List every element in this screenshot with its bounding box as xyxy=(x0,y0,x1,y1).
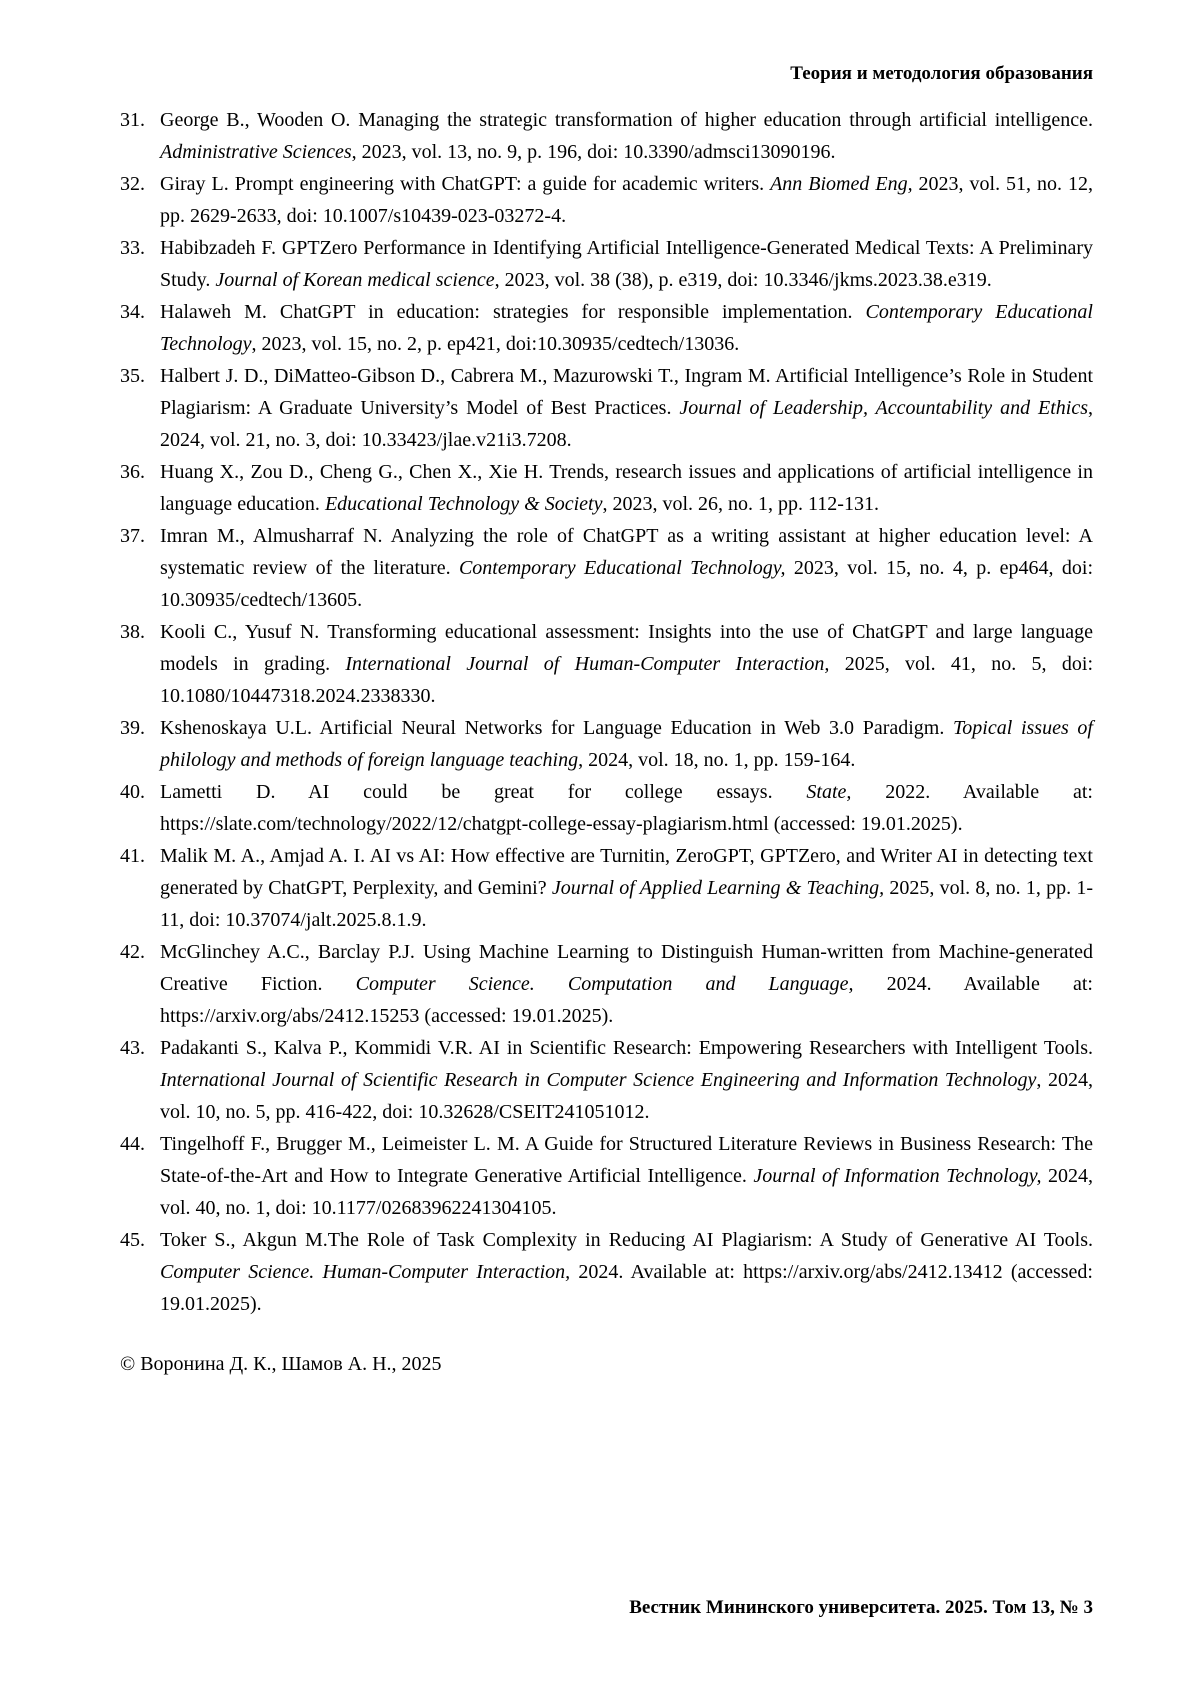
reference-item xyxy=(120,712,1093,776)
reference-text-segment: Malik M. A., Amjad A. I. AI vs AI: How effective are Turnitin, ZeroGPT, GPTZero, and Writer AI in detecting text generated by ChatGPT, Perplexity, and Gemini? xyxy=(160,845,1093,899)
reference-number: 35. xyxy=(120,365,145,387)
reference-text xyxy=(160,1229,1093,1315)
reference-number: 44. xyxy=(120,1133,145,1155)
reference-number: 33. xyxy=(120,237,145,259)
reference-text-segment: Toker S., Akgun M.The Role of Task Complexity in Reducing AI Plagiarism: A Study of Generative AI Tools. xyxy=(160,1229,1093,1251)
reference-item xyxy=(120,456,1093,520)
reference-text-segment: 2023, vol. 51, no. 12, pp. 2629-2633, doi: 10.1007/s10439-023-03272-4. xyxy=(160,173,1093,227)
reference-item xyxy=(120,936,1093,1032)
reference-source-title: Computer Science. Computation and Language, xyxy=(355,973,854,995)
reference-text xyxy=(160,237,1093,291)
reference-text-segment: 2022. Available at: https://slate.com/technology/2022/12/chatgpt-college-essay-plagiarism.html (accessed: 19.01.2025). xyxy=(160,781,1093,835)
reference-item xyxy=(120,840,1093,936)
reference-text-segment: 2024. Available at: https://arxiv.org/abs/2412.15253 (accessed: 19.01.2025). xyxy=(160,973,1093,1027)
reference-text-segment: , 2023, vol. 13, no. 9, p. 196, doi: 10.3390/admsci13090196. xyxy=(351,141,836,163)
reference-source-title: Journal of Applied Learning & Teaching, xyxy=(551,877,885,899)
reference-text-segment: 2025, vol. 8, no. 1, pp. 1-11, doi: 10.37074/jalt.2025.8.1.9. xyxy=(160,877,1093,931)
reference-number: 39. xyxy=(120,717,145,739)
reference-source-title: International Journal of Scientific Research in Computer Science Engineering and Information Technology xyxy=(160,1069,1037,1091)
reference-source-title: Journal of Information Technology, xyxy=(753,1165,1042,1187)
reference-item xyxy=(120,1128,1093,1224)
reference-text-segment: 2024. Available at: https://arxiv.org/abs/2412.13412 (accessed: 19.01.2025). xyxy=(160,1261,1093,1315)
reference-item xyxy=(120,520,1093,616)
reference-text-segment: , 2024, vol. 10, no. 5, pp. 416-422, doi: 10.32628/CSEIT241051012. xyxy=(160,1069,1093,1123)
reference-number: 36. xyxy=(120,461,145,483)
reference-text-segment: 2024, vol. 40, no. 1, doi: 10.1177/02683962241304105. xyxy=(160,1165,1094,1219)
copyright-line: © Воронина Д. К., Шамов А. Н., 2025 xyxy=(120,1353,442,1375)
reference-source-title: Journal of Leadership, Accountability and Ethics xyxy=(679,397,1088,419)
reference-source-title: State, xyxy=(806,781,852,803)
reference-source-title: Educational Technology & Society xyxy=(324,493,603,515)
reference-item xyxy=(120,296,1093,360)
reference-item xyxy=(120,232,1093,296)
reference-text xyxy=(160,525,1093,611)
reference-text xyxy=(160,365,1093,451)
reference-text-segment: Halbert J. D., DiMatteo-Gibson D., Cabrera M., Mazurowski T., Ingram M. Artificial Intelligence’s Role in Student Plagiarism: A Graduate University’s Model of Best Practices. xyxy=(160,365,1093,419)
reference-item xyxy=(120,616,1093,712)
reference-text-segment: , 2023, vol. 15, no. 2, p. ep421, doi:10.30935/cedtech/13036. xyxy=(251,333,740,355)
reference-item xyxy=(120,104,1093,168)
reference-text-segment: , 2024, vol. 18, no. 1, pp. 159-164. xyxy=(578,749,856,771)
reference-number: 40. xyxy=(120,781,145,803)
reference-text-segment: George B., Wooden O. Managing the strategic transformation of higher education through artificial intelligence. xyxy=(160,109,1093,131)
reference-number: 38. xyxy=(120,621,145,643)
reference-text-segment: Habibzadeh F. GPTZero Performance in Identifying Artificial Intelligence-Generated Medical Texts: A Preliminary Study. xyxy=(160,237,1093,291)
reference-text-segment: , 2023, vol. 38 (38), p. e319, doi: 10.3346/jkms.2023.38.e319. xyxy=(494,269,992,291)
reference-item xyxy=(120,168,1093,232)
reference-text-segment: 2025, vol. 41, no. 5, doi: 10.1080/10447318.2024.2338330. xyxy=(160,653,1093,707)
journal-footer: Вестник Мининского университета. 2025. Том 13, № 3 xyxy=(629,1597,1093,1618)
reference-source-title: Topical issues of philology and methods of foreign language teaching xyxy=(160,717,1093,771)
reference-text-segment: 2023, vol. 15, no. 4, p. ep464, doi: 10.30935/cedtech/13605. xyxy=(160,557,1094,611)
reference-text-segment: , 2024, vol. 21, no. 3, doi: 10.33423/jlae.v21i3.7208. xyxy=(160,397,1093,451)
reference-text xyxy=(160,173,1093,227)
reference-source-title: Administrative Sciences xyxy=(160,141,352,163)
reference-text xyxy=(160,1133,1093,1219)
reference-number: 31. xyxy=(120,109,145,131)
reference-number: 41. xyxy=(120,845,145,867)
reference-text xyxy=(160,621,1093,707)
reference-number: 45. xyxy=(120,1229,145,1251)
reference-text-segment: Padakanti S., Kalva P., Kommidi V.R. AI in Scientific Research: Empowering Researchers with Intelligent Tools. xyxy=(160,1037,1093,1059)
reference-text-segment: Imran M., Almusharraf N. Analyzing the role of ChatGPT as a writing assistant at higher education level: A systematic review of the literature. xyxy=(160,525,1093,579)
reference-source-title: Contemporary Educational Technology xyxy=(160,301,1093,355)
reference-text xyxy=(160,1037,1093,1123)
reference-text-segment: McGlinchey A.C., Barclay P.J. Using Machine Learning to Distinguish Human-written from Machine-generated Creative Fiction. xyxy=(160,941,1093,995)
reference-text-segment: Kshenoskaya U.L. Artificial Neural Networks for Language Education in Web 3.0 Paradigm. xyxy=(160,717,954,739)
reference-text-segment: , 2023, vol. 26, no. 1, pp. 112-131. xyxy=(602,493,879,515)
reference-number: 32. xyxy=(120,173,145,195)
section-header: Теория и методология образования xyxy=(790,63,1093,84)
reference-text-segment: Halaweh M. ChatGPT in education: strategies for responsible implementation. xyxy=(160,301,866,323)
reference-text xyxy=(160,941,1093,1027)
references-list xyxy=(120,104,1093,1320)
reference-source-title: International Journal of Human-Computer Interaction, xyxy=(345,653,830,675)
reference-text xyxy=(160,109,1093,163)
reference-item xyxy=(120,1032,1093,1128)
reference-text-segment: Kooli C., Yusuf N. Transforming educational assessment: Insights into the use of ChatGPT and large language models in grading. xyxy=(160,621,1093,675)
reference-source-title: Contemporary Educational Technology, xyxy=(458,557,786,579)
reference-source-title: Ann Biomed Eng, xyxy=(770,173,913,195)
reference-text xyxy=(160,461,1093,515)
reference-number: 42. xyxy=(120,941,145,963)
reference-source-title: Journal of Korean medical science xyxy=(215,269,495,291)
reference-number: 37. xyxy=(120,525,145,547)
reference-text-segment: Lametti D. AI could be great for college essays. xyxy=(160,781,807,803)
reference-text xyxy=(160,301,1093,355)
reference-number: 43. xyxy=(120,1037,145,1059)
reference-item xyxy=(120,360,1093,456)
reference-text xyxy=(160,717,1093,771)
reference-number: 34. xyxy=(120,301,145,323)
reference-item xyxy=(120,776,1093,840)
reference-text xyxy=(160,781,1093,835)
reference-text-segment: Tingelhoff F., Brugger M., Leimeister L. M. A Guide for Structured Literature Reviews in Business Research: The State-of-the-Art and How to Integrate Generative Artificial Intelligence. xyxy=(160,1133,1093,1187)
reference-source-title: Computer Science. Human-Computer Interaction, xyxy=(160,1261,571,1283)
reference-text-segment: Huang X., Zou D., Cheng G., Chen X., Xie H. Trends, research issues and applications of artificial intelligence in language education. xyxy=(160,461,1093,515)
reference-item xyxy=(120,1224,1093,1320)
reference-text-segment: Giray L. Prompt engineering with ChatGPT: a guide for academic writers. xyxy=(160,173,771,195)
reference-text xyxy=(160,845,1093,931)
